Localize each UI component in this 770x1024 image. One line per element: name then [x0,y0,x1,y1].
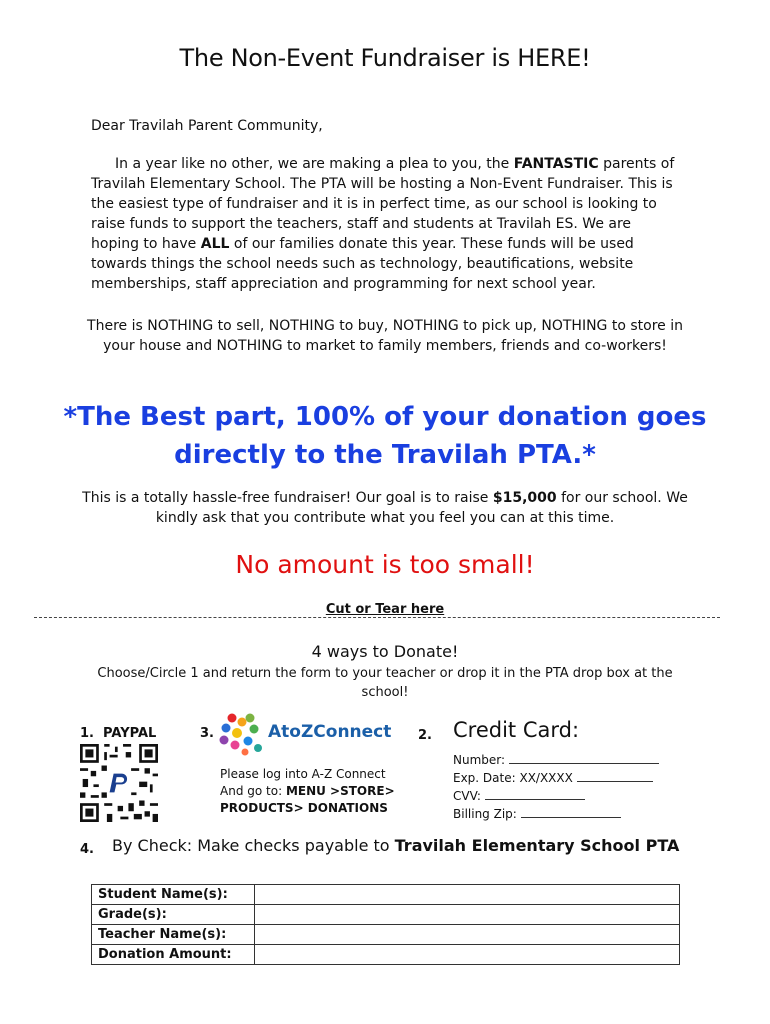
cc-number-line [509,751,659,764]
check-instructions [112,836,679,855]
intro-text-2: parents of Travilah Elementary School. The PTA will be hosting a Non-Event Fundraiser. This is the easiest type of fundraiser and it is in perfect time, as our school is looking to raise funds to support the teachers, staff and students at Travilah ES. We are hoping to have [91,156,675,252]
check-payee: Travilah Elementary School PTA [394,836,680,855]
credit-card-title: Credit Card: [453,718,580,742]
atoz-line-3 [220,800,395,817]
cut-label: Cut or Tear here [325,602,445,617]
credit-card-number: 2. [418,728,432,743]
cc-number-label: Number: [453,753,506,767]
choose-instructions: Choose/Circle 1 and return the form to your teacher or drop it in the PTA drop box at the school! [97,666,673,700]
no-amount-heading: No amount is too small! [235,550,535,579]
donor-info-table [91,884,680,965]
cc-cvv-line [485,787,585,800]
cc-number-field[interactable] [453,751,659,769]
salutation: Dear Travilah Parent Community, [91,118,323,134]
paypal-number: 1. [80,726,94,741]
atoz-line-2-prefix: And go to: [220,784,286,798]
goal-text-2: for our school. We kindly ask that you contribute what you feel you can at this time. [155,490,688,526]
intro-bold-fantastic: FANTASTIC [513,156,599,172]
paypal-label [80,726,156,741]
student-name-field[interactable] [255,885,680,905]
atoz-instructions [220,766,395,817]
grade-field[interactable] [255,905,680,925]
table-row [92,945,680,965]
check-text: By Check: Make checks payable to [112,836,395,855]
table-row [92,885,680,905]
intro-bold-all: ALL [200,236,230,252]
cc-zip-field[interactable] [453,805,659,823]
teacher-name-field[interactable] [255,925,680,945]
check-number: 4. [80,842,94,857]
atoz-line-1: Please log into A-Z Connect [220,767,386,781]
paypal-text: PAYPAL [103,726,157,741]
table-row [92,905,680,925]
donation-amount-field[interactable] [255,945,680,965]
cc-zip-label: Billing Zip: [453,807,517,821]
atoz-number: 3. [200,726,214,741]
goal-amount: $15,000 [492,490,557,506]
cc-cvv-field[interactable] [453,787,659,805]
atoz-line-2 [220,783,395,800]
intro-text-3: of our families donate this year. These funds will be used towards things the school needs such as technology, beautifications, website memberships, staff appreciation and programming for next school year. [91,236,634,292]
goal-paragraph [80,488,690,528]
cc-exp-field[interactable] [453,769,659,787]
nothing-paragraph: There is NOTHING to sell, NOTHING to buy, NOTHING to pick up, NOTHING to store in your house and NOTHING to market to family members, friends and co-workers! [87,318,683,354]
cc-cvv-label: CVV: [453,789,481,803]
credit-card-fields [453,751,659,823]
paypal-qr-code[interactable] [80,744,158,822]
cc-zip-line [521,805,621,818]
best-part-heading: *The Best part, 100% of your donation goes directly to the Travilah PTA.* [63,402,707,470]
atoz-logo-text: AtoZConnect [268,722,392,742]
table-row [92,925,680,945]
cc-exp-line [577,769,653,782]
goal-text-1: This is a totally hassle-free fundraiser! Our goal is to raise [82,490,493,506]
ways-title: 4 ways to Donate! [311,642,459,661]
teacher-name-label: Teacher Name(s): [92,925,255,945]
student-name-label: Student Name(s): [92,885,255,905]
intro-text-1: In a year like no other, we are making a plea to you, the [115,156,514,172]
donation-amount-label: Donation Amount: [92,945,255,965]
grade-label: Grade(s): [92,905,255,925]
intro-paragraph [91,154,681,294]
page-title: The Non-Event Fundraiser is HERE! [179,44,591,72]
atoz-line-3-text: PRODUCTS> DONATIONS [220,801,388,815]
atoz-line-2-menu: MENU >STORE> [285,784,395,798]
cut-line [34,617,720,618]
cc-exp-label: Exp. Date: XX/XXXX [453,771,573,785]
